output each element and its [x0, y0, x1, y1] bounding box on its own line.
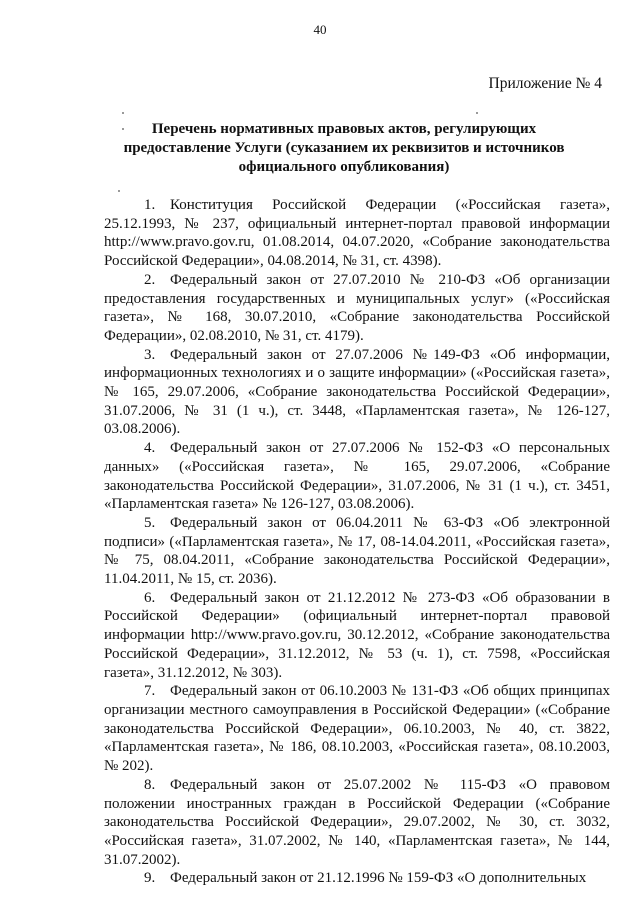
item-number: 8. — [144, 776, 156, 793]
item-number: 6. — [144, 589, 156, 606]
list-item — [104, 682, 610, 776]
scan-artifact — [122, 128, 124, 130]
list-item — [104, 776, 610, 870]
title-line: Перечень нормативных правовых актов, регулирующих — [151, 121, 537, 137]
appendix-label: Приложение № 4 — [488, 75, 602, 92]
list-item — [104, 514, 610, 589]
item-text: Федеральный закон от 27.07.2006 № 152-ФЗ «О персональных данных» («Российская газета», № 165, 29.07.2006, «Собрание законодательства Российской Федерации», 31.07.2006, № 31 (1 ч.), ст. 3451, «Парламентская газета» № 126-127, 03.08.2006). — [104, 440, 610, 513]
legal-acts-list — [104, 196, 610, 888]
item-number: 4. — [144, 440, 156, 457]
list-item — [104, 196, 610, 271]
list-item — [104, 346, 610, 440]
item-text: Федеральный закон от 21.12.1996 № 159-ФЗ «О дополнительных — [170, 870, 587, 887]
item-number: 1. — [144, 197, 156, 213]
title-line: предоставление Услуги (суказанием их реквизитов и источников — [123, 140, 565, 156]
title-line: официального опубликования) — [238, 159, 450, 175]
list-item — [104, 439, 610, 514]
document-title — [104, 120, 584, 177]
scan-artifact — [118, 190, 120, 192]
item-text: Федеральный закон от 27.07.2006 №149-ФЗ «Об информации, информационных технологиях и о защите информации» («Российская газета», № 165, 29.07.2006, «Собрание законодательства Российской Федерации», 31.07.2006, № 31 (1 ч.), ст. 3448, «Парламентская газета», № 126-127, 03.08.2006). — [104, 346, 610, 438]
item-text: Федеральный закон от 25.07.2002 № 115-ФЗ «О правовом положении иностранных граждан в Российской Федерации («Собрание законодательства Российской Федерации», 29.07.2002, № 30, ст. 3032, «Российская газета», 31.07.2002, № 140, «Парламентская газета», № 144, 31.07.2002). — [104, 776, 610, 868]
list-item — [104, 869, 610, 888]
list-item — [104, 589, 610, 683]
item-number: 2. — [144, 271, 156, 288]
item-text: Федеральный закон от 06.04.2011 № 63-ФЗ «Об электронной подписи» («Парламентская газета», № 17, 08-14.04.2011, «Российская газета», № 75, 08.04.2011, «Собрание законодательства Российской Федерации», 11.04.2011, № 15, ст. 2036). — [104, 514, 610, 588]
item-text: Федеральный закон от 06.10.2003 № 131-ФЗ «Об общих принципах организации местного самоуправления в Российской Федерации» («Собрание законодательства Российской Федерации», 06.10.2003, № 40, ст. 3822, «Парламентская газета», № 186, 08.10.2003, «Российская газета», 08.10.2003, № 202). — [104, 683, 610, 775]
scan-artifact — [476, 112, 478, 114]
item-number: 7. — [144, 683, 156, 700]
item-number: 3. — [144, 346, 156, 363]
page-number: 40 — [313, 22, 327, 37]
item-text: Конституция Российской Федерации («Российская газета», 25.12.1993, № 237, официальный интернет-портал правовой информации http://www.pravo.gov.ru, 01.08.2014, 04.07.2020, «Собрание законодательства Российской Федерации», 04.08.2014, № 31, ст. 4398). — [104, 197, 610, 270]
item-number: 5. — [144, 514, 156, 531]
scan-artifact — [122, 112, 124, 114]
list-item — [104, 271, 610, 346]
item-number: 9. — [144, 870, 156, 887]
item-text: Федеральный закон от 21.12.2012 № 273-ФЗ «Об образовании в Российской Федерации» (официальный интернет-портал правовой информации http://www.pravo.gov.ru, 30.12.2012, «Собрание законодательства Российской Федерации», 31.12.2012, № 53 (ч. 1), ст. 7598, «Российская газета», 31.12.2012, № 303). — [104, 589, 610, 681]
item-text: Федеральный закон от 27.07.2010 № 210-ФЗ «Об организации предоставления государственных и муниципальных услуг» («Российская газета», № 168, 30.07.2010, «Собрание законодательства Российской Федерации», 02.08.2010, № 31, ст. 4179). — [104, 271, 610, 344]
